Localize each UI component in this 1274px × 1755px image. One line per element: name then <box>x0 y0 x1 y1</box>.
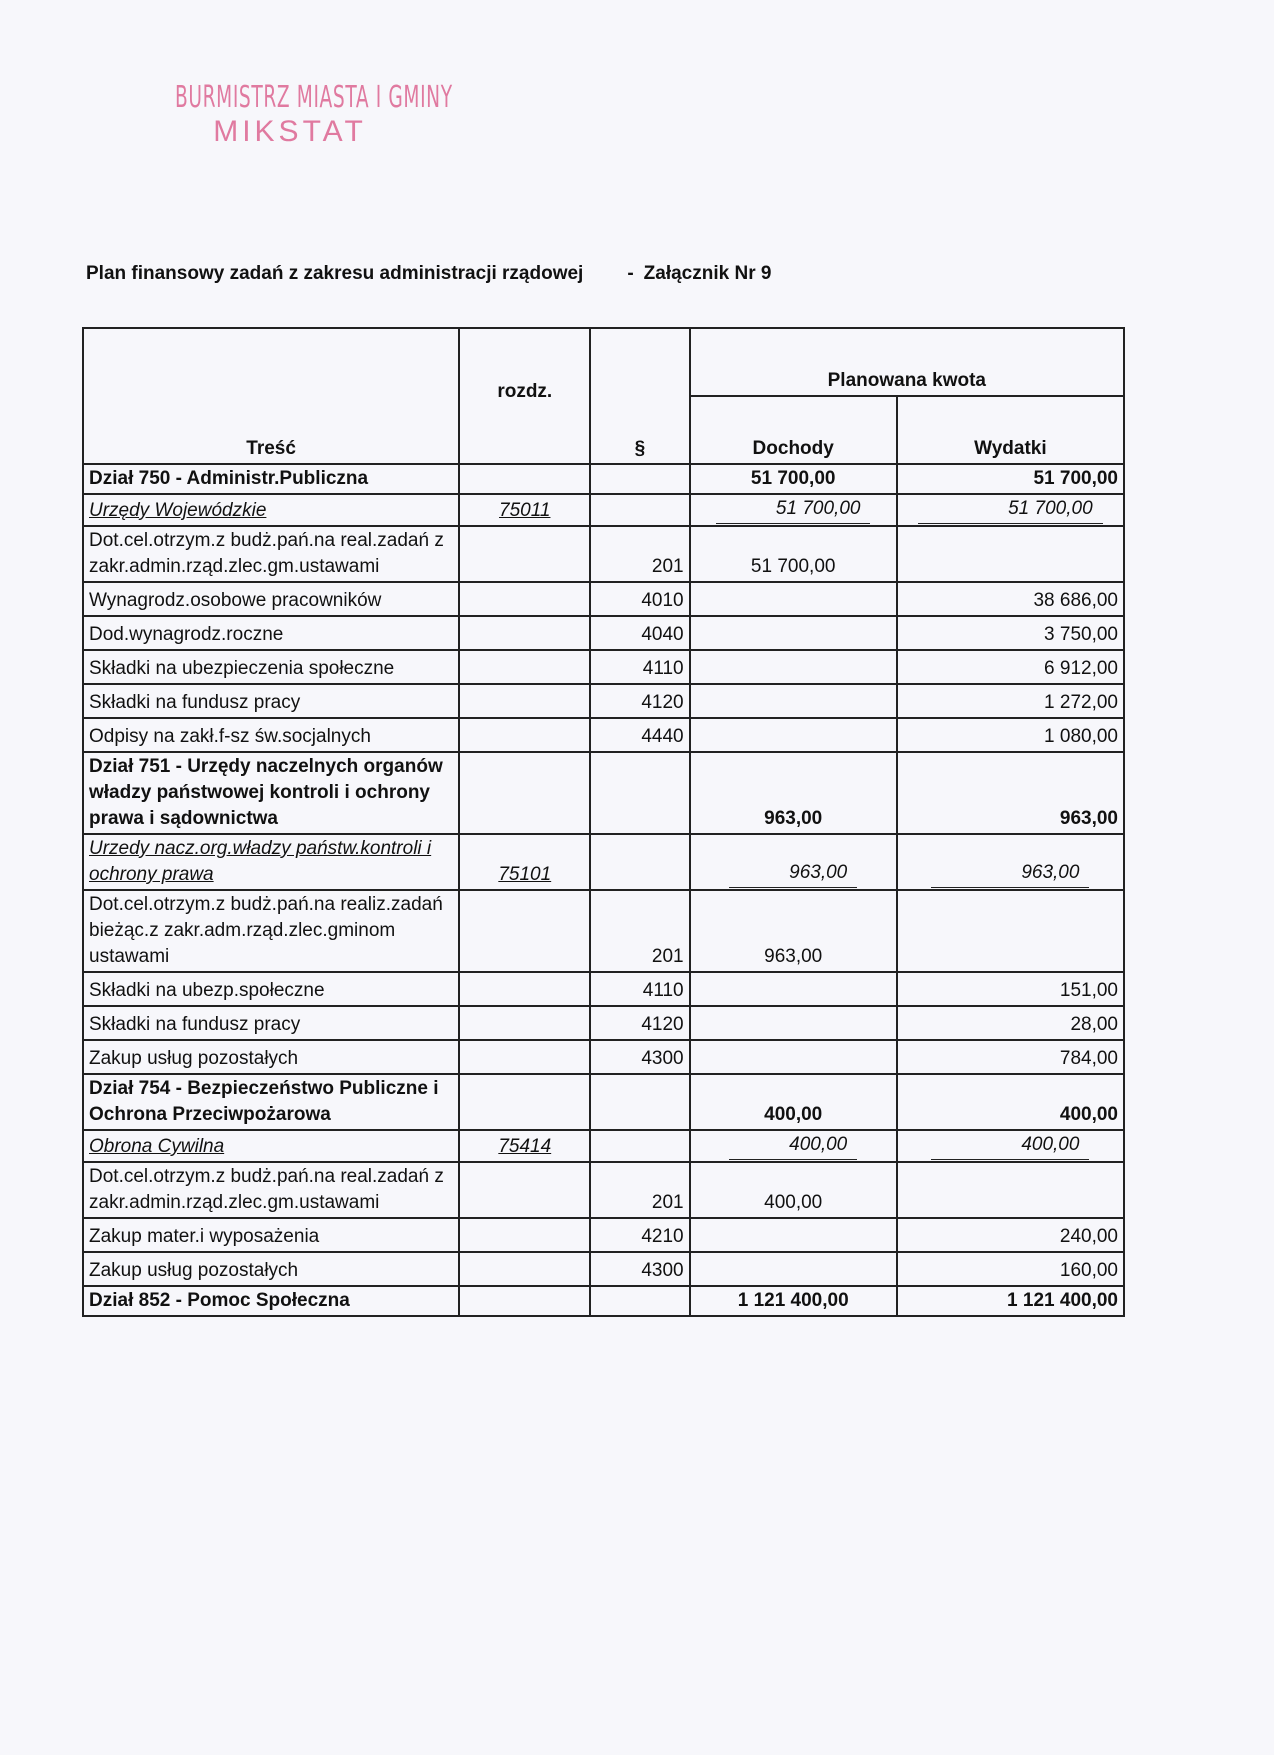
table-row <box>83 718 1124 752</box>
cell-wydatki: 3 750,00 <box>897 616 1124 650</box>
cell-paragraph <box>590 834 689 890</box>
cell-tresc: Składki na ubezp.społeczne <box>83 972 459 1006</box>
cell-rozdz <box>459 972 590 1006</box>
table-row <box>83 1162 1124 1218</box>
cell-tresc: Dział 754 - Bezpieczeństwo Publiczne i Ochrona Przeciwpożarowa <box>83 1074 459 1130</box>
subtotal-value: 400,00 <box>729 1132 857 1160</box>
cell-tresc: Urzedy nacz.org.władzy państw.kontroli i ochrony prawa <box>83 834 459 890</box>
cell-wydatki: 963,00 <box>897 752 1124 834</box>
cell-paragraph: 4210 <box>590 1218 689 1252</box>
table-row <box>83 684 1124 718</box>
cell-tresc: Składki na fundusz pracy <box>83 684 459 718</box>
header-paragraph: § <box>590 328 689 464</box>
cell-tresc: Dod.wynagrodz.roczne <box>83 616 459 650</box>
table-row <box>83 1252 1124 1286</box>
table-row <box>83 582 1124 616</box>
cell-rozdz <box>459 890 590 972</box>
cell-wydatki: 38 686,00 <box>897 582 1124 616</box>
stamp-line-1: BURMISTRZ MIASTA I GMINY <box>175 80 453 115</box>
table-body <box>83 464 1124 1316</box>
cell-paragraph: 4110 <box>590 650 689 684</box>
cell-paragraph: 4040 <box>590 616 689 650</box>
table-row <box>83 1286 1124 1316</box>
cell-dochody <box>690 494 897 526</box>
cell-dochody <box>690 718 897 752</box>
cell-paragraph: 201 <box>590 890 689 972</box>
cell-dochody <box>690 972 897 1006</box>
cell-dochody: 400,00 <box>690 1162 897 1218</box>
cell-wydatki: 400,00 <box>897 1074 1124 1130</box>
header-rozdz: rozdz. <box>459 328 590 464</box>
cell-paragraph: 4300 <box>590 1252 689 1286</box>
financial-plan-table <box>82 327 1125 1317</box>
cell-rozdz <box>459 616 590 650</box>
cell-rozdz <box>459 1162 590 1218</box>
cell-paragraph <box>590 1130 689 1162</box>
cell-paragraph: 4300 <box>590 1040 689 1074</box>
cell-dochody <box>690 582 897 616</box>
table-row <box>83 1074 1124 1130</box>
cell-dochody <box>690 616 897 650</box>
cell-rozdz <box>459 1040 590 1074</box>
table-row <box>83 890 1124 972</box>
cell-tresc: Dział 852 - Pomoc Społeczna <box>83 1286 459 1316</box>
heading-title: Plan finansowy zadań z zakresu administracji rządowej <box>86 263 584 284</box>
heading-annex: Załącznik Nr 9 <box>643 263 772 284</box>
subtotal-value: 963,00 <box>729 860 857 888</box>
cell-tresc: Dot.cel.otrzym.z budż.pań.na real.zadań z zakr.admin.rząd.zlec.gm.ustawami <box>83 1162 459 1218</box>
cell-rozdz <box>459 1252 590 1286</box>
cell-tresc: Urzędy Wojewódzkie <box>83 494 459 526</box>
document-heading <box>86 263 771 285</box>
cell-wydatki <box>897 494 1124 526</box>
stamp-line-2: MIKSTAT <box>213 115 367 148</box>
cell-rozdz: 75011 <box>459 494 590 526</box>
subtotal-value: 400,00 <box>931 1132 1089 1160</box>
cell-tresc: Zakup usług pozostałych <box>83 1252 459 1286</box>
cell-paragraph: 4010 <box>590 582 689 616</box>
cell-dochody: 400,00 <box>690 1074 897 1130</box>
cell-paragraph <box>590 1074 689 1130</box>
table-row <box>83 1040 1124 1074</box>
table-row <box>83 464 1124 494</box>
cell-wydatki: 240,00 <box>897 1218 1124 1252</box>
cell-paragraph <box>590 1286 689 1316</box>
cell-rozdz <box>459 1074 590 1130</box>
cell-rozdz <box>459 1286 590 1316</box>
table-row <box>83 616 1124 650</box>
cell-tresc: Odpisy na zakł.f-sz św.socjalnych <box>83 718 459 752</box>
stamp <box>175 80 475 149</box>
cell-paragraph: 4440 <box>590 718 689 752</box>
table-row <box>83 494 1124 526</box>
cell-dochody: 963,00 <box>690 890 897 972</box>
table-row <box>83 972 1124 1006</box>
cell-wydatki <box>897 526 1124 582</box>
cell-tresc: Wynagrodz.osobowe pracowników <box>83 582 459 616</box>
cell-dochody <box>690 684 897 718</box>
cell-paragraph <box>590 752 689 834</box>
cell-tresc: Dział 751 - Urzędy naczelnych organów władzy państwowej kontroli i ochrony prawa i sądownictwa <box>83 752 459 834</box>
cell-tresc: Składki na ubezpieczenia społeczne <box>83 650 459 684</box>
cell-dochody <box>690 1040 897 1074</box>
table-row <box>83 752 1124 834</box>
cell-rozdz <box>459 526 590 582</box>
cell-wydatki <box>897 834 1124 890</box>
cell-rozdz: 75101 <box>459 834 590 890</box>
table-row <box>83 1006 1124 1040</box>
cell-wydatki <box>897 890 1124 972</box>
header-dochody: Dochody <box>690 396 897 464</box>
cell-paragraph: 4120 <box>590 684 689 718</box>
cell-dochody: 51 700,00 <box>690 526 897 582</box>
cell-dochody <box>690 1006 897 1040</box>
cell-rozdz <box>459 1006 590 1040</box>
cell-tresc: Dział 750 - Administr.Publiczna <box>83 464 459 494</box>
cell-tresc: Dot.cel.otrzym.z budż.pań.na real.zadań z zakr.admin.rząd.zlec.gm.ustawami <box>83 526 459 582</box>
cell-tresc: Składki na fundusz pracy <box>83 1006 459 1040</box>
cell-rozdz <box>459 464 590 494</box>
cell-wydatki: 1 272,00 <box>897 684 1124 718</box>
cell-rozdz <box>459 684 590 718</box>
cell-wydatki: 28,00 <box>897 1006 1124 1040</box>
cell-paragraph: 201 <box>590 526 689 582</box>
cell-wydatki: 160,00 <box>897 1252 1124 1286</box>
cell-wydatki: 1 121 400,00 <box>897 1286 1124 1316</box>
cell-wydatki: 6 912,00 <box>897 650 1124 684</box>
header-planned-amount: Planowana kwota <box>690 328 1124 396</box>
cell-tresc: Obrona Cywilna <box>83 1130 459 1162</box>
table-row <box>83 1218 1124 1252</box>
cell-paragraph: 4110 <box>590 972 689 1006</box>
cell-dochody <box>690 1218 897 1252</box>
header-wydatki: Wydatki <box>897 396 1124 464</box>
cell-tresc: Dot.cel.otrzym.z budż.pań.na realiz.zadań bieżąc.z zakr.adm.rząd.zlec.gminom ustawami <box>83 890 459 972</box>
cell-rozdz <box>459 650 590 684</box>
cell-wydatki: 151,00 <box>897 972 1124 1006</box>
cell-paragraph <box>590 494 689 526</box>
cell-rozdz <box>459 1218 590 1252</box>
table-row <box>83 834 1124 890</box>
cell-paragraph: 4120 <box>590 1006 689 1040</box>
cell-wydatki <box>897 1162 1124 1218</box>
table-row <box>83 1130 1124 1162</box>
header-tresc: Treść <box>83 328 459 464</box>
cell-rozdz: 75414 <box>459 1130 590 1162</box>
cell-wydatki: 51 700,00 <box>897 464 1124 494</box>
subtotal-value: 51 700,00 <box>716 496 871 524</box>
cell-dochody <box>690 1252 897 1286</box>
cell-dochody: 1 121 400,00 <box>690 1286 897 1316</box>
cell-wydatki <box>897 1130 1124 1162</box>
cell-rozdz <box>459 718 590 752</box>
cell-paragraph: 201 <box>590 1162 689 1218</box>
cell-dochody <box>690 834 897 890</box>
subtotal-value: 51 700,00 <box>918 496 1103 524</box>
cell-wydatki: 1 080,00 <box>897 718 1124 752</box>
table-row <box>83 650 1124 684</box>
cell-dochody <box>690 650 897 684</box>
table-row <box>83 526 1124 582</box>
cell-tresc: Zakup usług pozostałych <box>83 1040 459 1074</box>
cell-rozdz <box>459 582 590 616</box>
heading-dash: - <box>627 263 634 284</box>
cell-dochody: 963,00 <box>690 752 897 834</box>
cell-rozdz <box>459 752 590 834</box>
cell-dochody <box>690 1130 897 1162</box>
cell-paragraph <box>590 464 689 494</box>
cell-dochody: 51 700,00 <box>690 464 897 494</box>
cell-tresc: Zakup mater.i wyposażenia <box>83 1218 459 1252</box>
cell-wydatki: 784,00 <box>897 1040 1124 1074</box>
subtotal-value: 963,00 <box>931 860 1089 888</box>
